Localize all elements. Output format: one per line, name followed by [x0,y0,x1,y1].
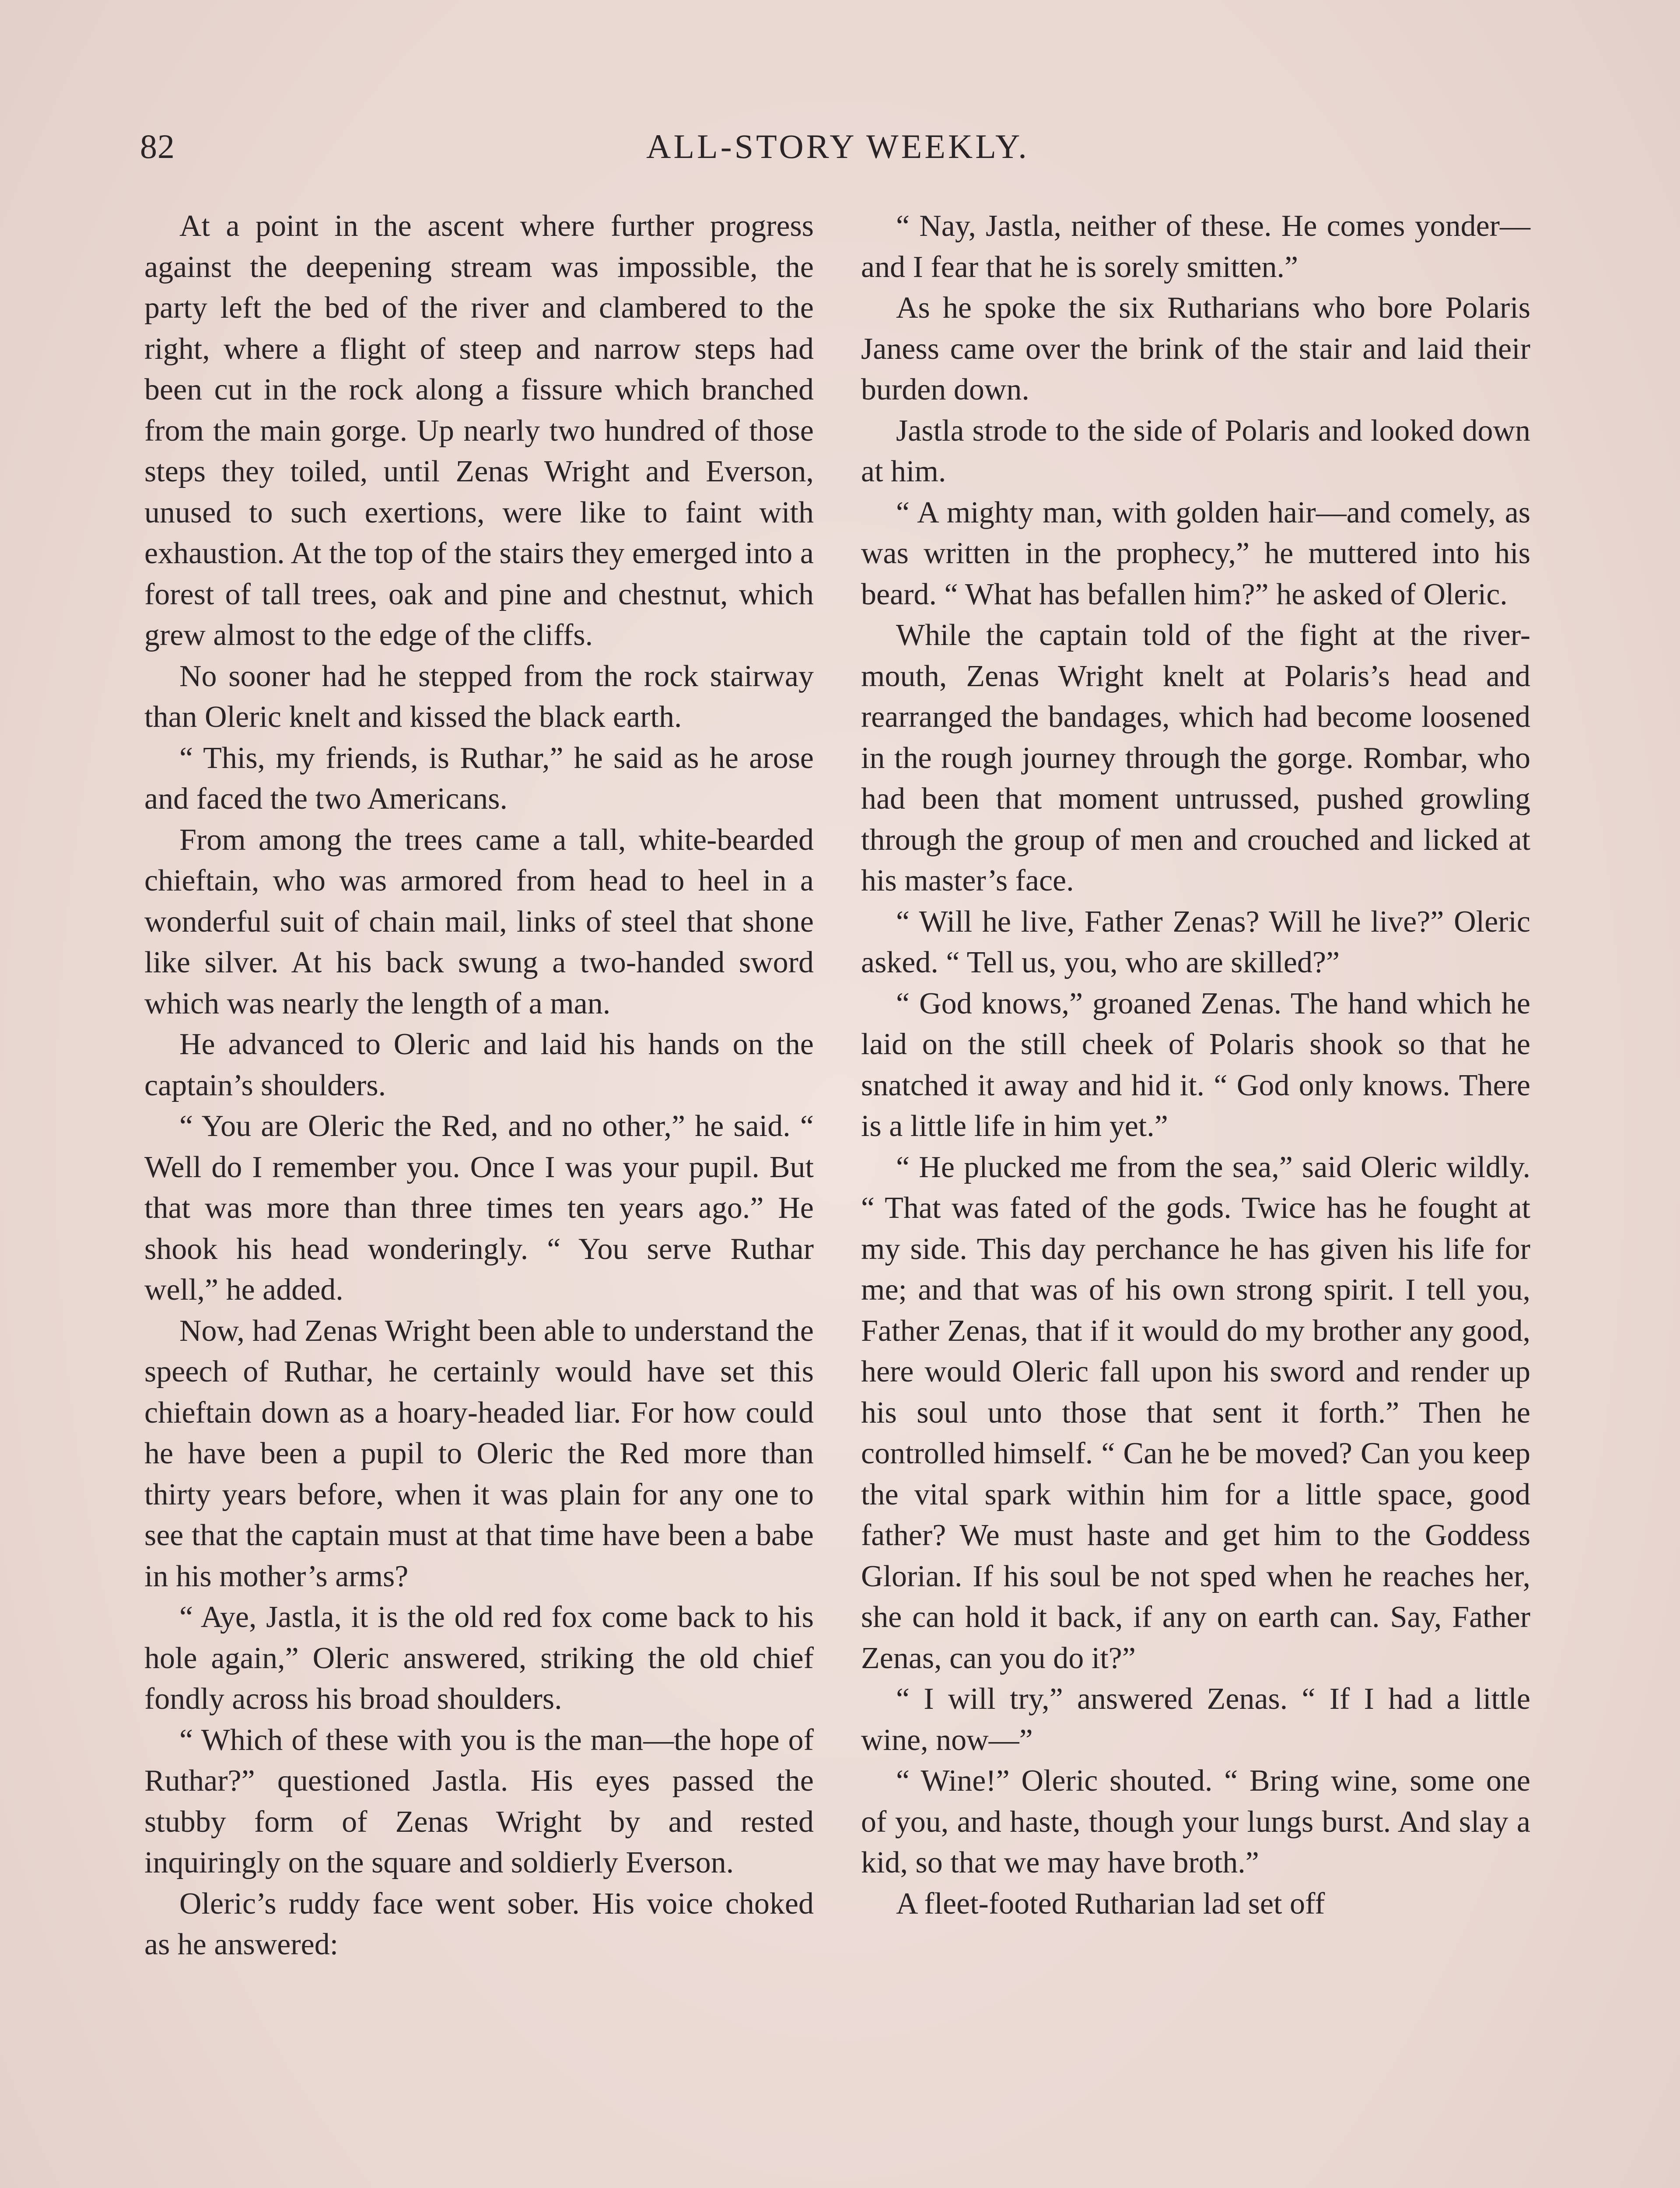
paragraph: “ Which of these with you is the man—the hope of Ruthar?” questioned Jastla. His eyes passed the stubby form of Zenas Wright by and rested inquiringly on the square and soldierly Everson. [144,1723,814,1879]
paragraph: He advanced to Oleric and laid his hands on the captain’s shoulders. [144,1027,814,1102]
page-number: 82 [140,127,175,165]
right-column [861,206,1530,1924]
paragraph: A fleet-footed Rutharian lad set off [896,1886,1325,1921]
page-header [140,127,1536,175]
paragraph: “ You are Oleric the Red, and no other,” he said. “ Well do I remember you. Once I was your pupil. But that was more than three times ten years ago.” He shook his head wonderingly. “ You serve Ruthar well,” he added. [144,1109,814,1307]
paragraph: Now, had Zenas Wright been able to understand the speech of Ruthar, he certainly would have set this chieftain down as a hoary-headed liar. For how could he have been a pupil to Oleric the Red more than thirty years before, when it was plain for any one to see that the captain must at that time have been a babe in his mother’s arms? [144,1314,814,1593]
paragraph: While the captain told of the fight at the river-mouth, Zenas Wright knelt at Polaris’s head and rearranged the bandages, which had become loosened in the rough journey through the gorge. Rombar, who had been that moment untrussed, pushed growling through the group of men and crouched and licked at his master’s face. [861,618,1530,898]
paragraph: “ God knows,” groaned Zenas. The hand which he laid on the still cheek of Polaris shook so that he snatched it away and hid it. “ God only knows. There is a little life in him yet.” [861,986,1530,1143]
paragraph: “ Wine!” Oleric shouted. “ Bring wine, some one of you, and haste, though your lungs burst. And slay a kid, so that we may have broth.” [861,1764,1530,1879]
paragraph: At a point in the ascent where further progress against the deepening stream was impossible, the party left the bed of the river and clambered to the right, where a flight of steep and narrow steps had been cut in the rock along a fissure which branched from the main gorge. Up nearly two hundred of those steps they toiled, until Zenas Wright and Everson, unused to such exertions, were like to faint with exhaustion. At the top of the stairs they emerged into a forest of tall trees, oak and pine and chestnut, which grew almost to the edge of the cliffs. [144,209,814,652]
paragraph: From among the trees came a tall, white-bearded chieftain, who was armored from head to heel in a wonderful suit of chain mail, links of steel that shone like silver. At his back swung a two-handed sword which was nearly the length of a man. [144,823,814,1020]
left-column [144,206,814,1965]
paragraph: Jastla strode to the side of Polaris and looked down at him. [861,414,1530,488]
paragraph: No sooner had he stepped from the rock stairway than Oleric knelt and kissed the black earth. [144,659,814,734]
paragraph: Oleric’s ruddy face went sober. His voice choked as he answered: [144,1886,814,1961]
running-head: ALL-STORY WEEKLY. [646,127,1029,165]
paragraph: “ He plucked me from the sea,” said Oleric wildly. “ That was fated of the gods. Twice has he fought at my side. This day perchance he has given his life for me; and that was of his own strong spirit. I tell you, Father Zenas, that if it would do my brother any good, here would Oleric fall upon his sword and render up his soul unto those that sent it forth.” Then he controlled himself. “ Can he be moved? Can you keep the vital spark within him for a little space, good father? We must haste and get him to the Goddess Glorian. If his soul be not sped when he reaches her, she can hold it back, if any on earth can. Say, Father Zenas, can you do it?” [861,1150,1530,1675]
paragraph: “ Will he live, Father Zenas? Will he live?” Oleric asked. “ Tell us, you, who are skilled?” [861,905,1530,979]
paragraph: “ I will try,” answered Zenas. “ If I had a little wine, now—” [861,1682,1530,1757]
paragraph: “ A mighty man, with golden hair—and comely, as was written in the prophecy,” he muttered into his beard. “ What has befallen him?” he asked of Oleric. [861,495,1530,611]
paragraph: “ Nay, Jastla, neither of these. He comes yonder—and I fear that he is sorely smitten.” [861,209,1530,284]
paragraph: As he spoke the six Rutharians who bore Polaris Janess came over the brink of the stair and laid their burden down. [861,291,1530,407]
paragraph: “ Aye, Jastla, it is the old red fox come back to his hole again,” Oleric answered, striking the old chief fondly across his broad shoulders. [144,1600,814,1716]
paragraph: “ This, my friends, is Ruthar,” he said as he arose and faced the two Americans. [144,741,814,816]
